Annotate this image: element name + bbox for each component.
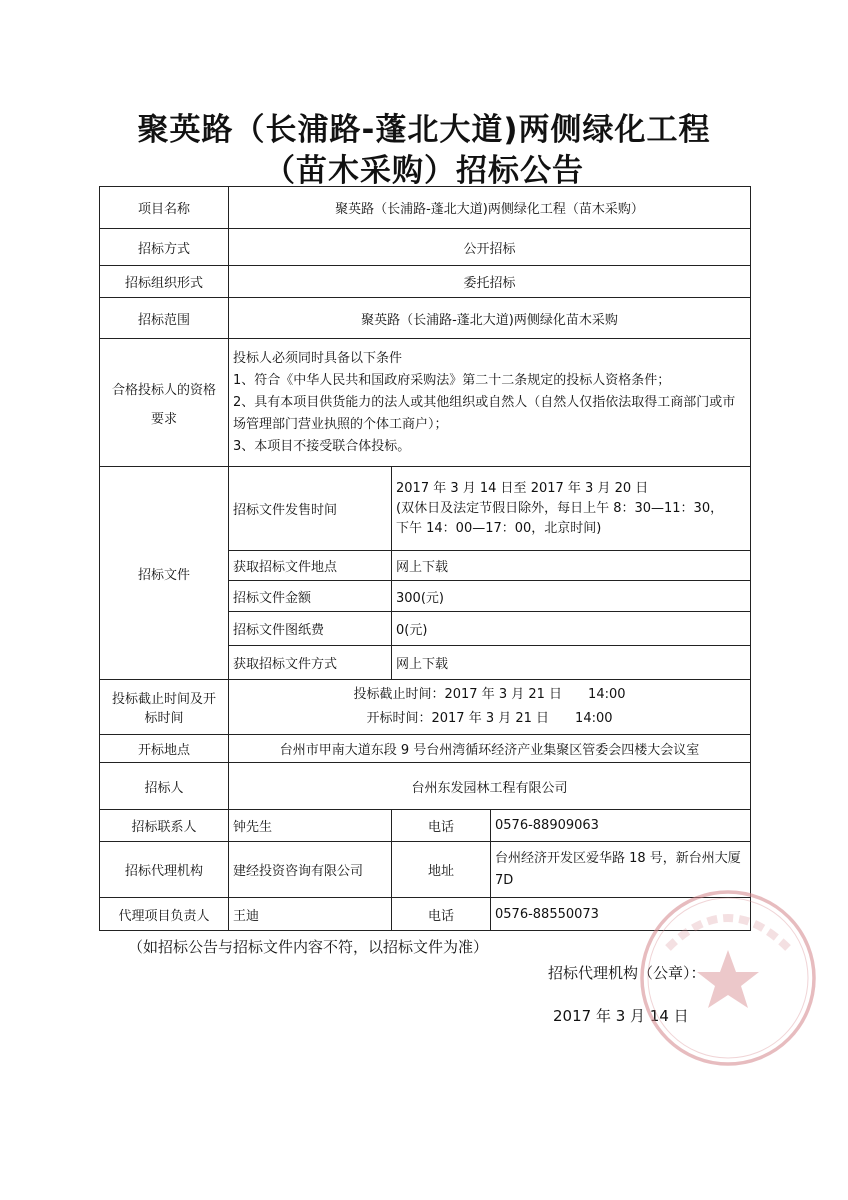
bid-method-label: 招标方式 — [100, 229, 229, 266]
agency-address: 台州经济开发区爱华路 18 号，新台州大厦 7D — [491, 842, 751, 898]
row-scope — [100, 298, 751, 339]
deadline-label-line1: 投标截止时间及开 — [111, 692, 216, 707]
tenderer-label: 招标人 — [100, 763, 229, 810]
contact-phone: 0576-88909063 — [491, 810, 751, 842]
doc-method-label: 获取招标文件方式 — [229, 646, 392, 680]
agent-person-name: 王迪 — [229, 898, 392, 931]
footer-note: （如招标公告与招标文件内容不符，以招标文件为准） — [128, 938, 489, 956]
contact-name: 钟先生 — [229, 810, 392, 842]
sale-time-line: 下午 14：00—17：00，北京时间) — [396, 520, 602, 536]
drawing-fee-label: 招标文件图纸费 — [229, 612, 392, 646]
agency-address-label: 地址 — [392, 842, 491, 898]
contact-label: 招标联系人 — [100, 810, 229, 842]
row-tenderer — [100, 763, 751, 810]
doc-price-label: 招标文件金额 — [229, 581, 392, 612]
sale-time-line: (双休日及法定节假日除外，每日上午 8：30—11：30， — [396, 500, 724, 516]
row-bid-method — [100, 229, 751, 266]
notice-date: 2017 年 3 月 14 日 — [553, 1007, 689, 1025]
qualification-line: 1、符合《中华人民共和国政府采购法》第二十二条规定的投标人资格条件； — [233, 372, 671, 388]
notice-table — [99, 186, 751, 931]
row-qualification — [100, 339, 751, 467]
org-form-value: 委托招标 — [229, 266, 751, 298]
org-form-label: 招标组织形式 — [100, 266, 229, 298]
qualification-line: 3、本项目不接受联合体投标。 — [233, 438, 411, 454]
qualification-line: 投标人必须同时具备以下条件 — [233, 350, 403, 366]
official-seal-stamp — [628, 878, 828, 1078]
qualification-label-line2: 要求 — [150, 411, 177, 427]
row-project-name — [100, 187, 751, 229]
contact-phone-label: 电话 — [392, 810, 491, 842]
doc-location-value: 网上下载 — [392, 551, 751, 581]
doc-price-value: 300(元) — [392, 581, 751, 612]
scope-label: 招标范围 — [100, 298, 229, 339]
qualification-line: 2、具有本项目供货能力的法人或其他组织或自然人（自然人仅指依法取得工商部门或市场管理部门营业执照的个体工商户）； — [233, 394, 736, 432]
qualification-value — [229, 339, 751, 467]
open-location-label: 开标地点 — [100, 735, 229, 763]
qualification-label — [100, 339, 229, 467]
agent-person-phone: 0576-88550073 — [491, 898, 751, 931]
agency-name: 建经投资咨询有限公司 — [229, 842, 392, 898]
row-deadline — [100, 680, 751, 735]
agency-seal-label: 招标代理机构（公章）： — [548, 964, 706, 982]
row-open-location — [100, 735, 751, 763]
drawing-fee-value: 0(元) — [392, 612, 751, 646]
deadline-label-line2: 标时间 — [144, 711, 184, 726]
doc-location-label: 获取招标文件地点 — [229, 551, 392, 581]
opening-time-text: 开标时间：2017 年 3 月 21 日 14:00 — [366, 711, 613, 726]
agent-person-label: 代理项目负责人 — [100, 898, 229, 931]
project-name-value: 聚英路（长浦路-蓬北大道)两侧绿化工程（苗木采购） — [229, 187, 751, 229]
tenderer-value: 台州东发园林工程有限公司 — [229, 763, 751, 810]
bid-docs-label: 招标文件 — [100, 467, 229, 680]
agency-label: 招标代理机构 — [100, 842, 229, 898]
doc-method-value: 网上下载 — [392, 646, 751, 680]
bid-deadline-text: 投标截止时间：2017 年 3 月 21 日 14:00 — [353, 687, 626, 702]
row-org-form — [100, 266, 751, 298]
deadline-label — [100, 680, 229, 735]
scope-value: 聚英路（长浦路-蓬北大道)两侧绿化苗木采购 — [229, 298, 751, 339]
bid-method-value: 公开招标 — [229, 229, 751, 266]
sale-time-value — [392, 467, 751, 551]
sale-time-line: 2017 年 3 月 14 日至 2017 年 3 月 20 日 — [396, 480, 649, 496]
agent-person-phone-label: 电话 — [392, 898, 491, 931]
row-bid-docs-sale-time — [100, 467, 751, 551]
notice-title-line2: （苗木采购）招标公告 — [264, 153, 584, 189]
sale-time-label: 招标文件发售时间 — [229, 467, 392, 551]
notice-title-line1: 聚英路（长浦路-蓬北大道)两侧绿化工程 — [137, 112, 711, 148]
deadline-value — [229, 680, 751, 735]
row-contact — [100, 810, 751, 842]
qualification-label-line1: 合格投标人的资格 — [111, 382, 216, 398]
open-location-value: 台州市甲南大道东段 9 号台州湾循环经济产业集聚区管委会四楼大会议室 — [229, 735, 751, 763]
project-name-label: 项目名称 — [100, 187, 229, 229]
